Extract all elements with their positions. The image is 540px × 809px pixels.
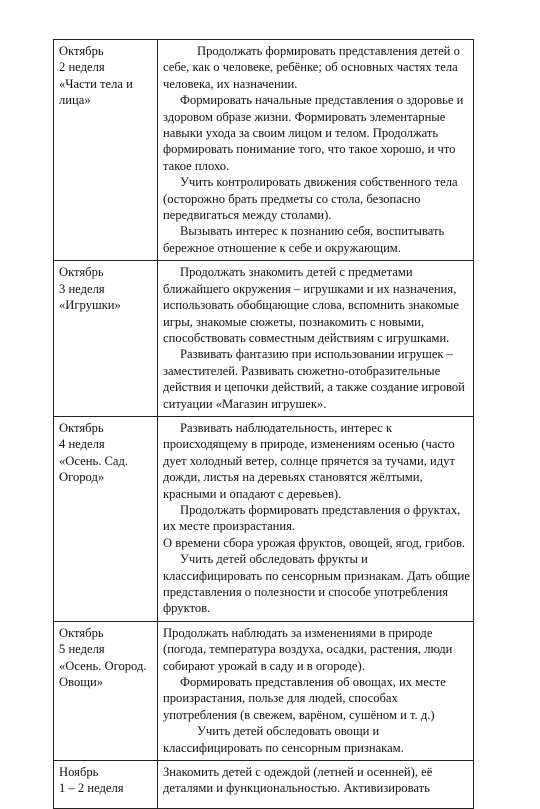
content-paragraph: Учить контролировать движения собственного тела (осторожно брать предметы со стола, безопасно передвигаться между столами). (163, 175, 458, 223)
plan-table-body (54, 40, 474, 809)
content-paragraph: Продолжать знакомить детей с предметами ближайшего окружения – игрушками и их назначения, использовать обобщающие слова, вспомнить знакомые игры, знакомые сюжеты, познакомить с новыми, способствовать совместным действиям с игрушками. (163, 265, 459, 345)
content-paragraph: Продолжать формировать представления о фруктах, их месте произрастания. (163, 502, 461, 534)
table-row (54, 40, 474, 261)
period-line: Октябрь (59, 625, 104, 640)
content-cell (158, 621, 474, 760)
period-cell (54, 40, 158, 261)
period-line: Октябрь (59, 265, 104, 280)
content-paragraph: Продолжать наблюдать за изменениями в природе (погода, температура воздуха, осадки, растения, люди собирают урожай в саду и в огороде). (163, 625, 453, 673)
content-cell (158, 261, 474, 417)
content-paragraph: Учить детей обследовать фрукты и классифицировать по сенсорным признакам. Дать общие представления о полезности и способе употребления фруктов. (163, 552, 470, 616)
period-line: «Игрушки» (59, 298, 121, 313)
content-paragraph: Продолжать формировать представления детей о себе, как о человеке, ребёнке; об основных частях тела человека, их назначении. (163, 44, 460, 91)
period-line: Октябрь (59, 44, 104, 58)
period-line: 4 неделя (59, 437, 105, 452)
table-row (54, 621, 474, 760)
period-line: Октябрь (59, 420, 104, 435)
period-cell (54, 261, 158, 417)
period-line: лица» (59, 93, 91, 108)
content-paragraph: Учить детей обследовать овощи и классифицировать по сенсорным признакам. (163, 724, 404, 755)
content-paragraph: Вызывать интерес к познанию себя, воспитывать бережное отношение к себе и окружающим. (163, 224, 445, 255)
thematic-plan-table (53, 39, 474, 809)
table-row (54, 261, 474, 417)
content-cell (158, 761, 474, 809)
period-cell (54, 621, 158, 760)
period-cell (54, 416, 158, 621)
content-paragraph: Знакомить детей с одеждой (летней и осенней), её деталями и функциональностью. Активизировать (163, 765, 433, 796)
period-line: «Осень. Огород. (59, 658, 147, 673)
period-line: Ноябрь (59, 765, 99, 780)
content-paragraph: Формировать начальные представления о здоровье и здоровом образе жизни. Формировать элементарные навыки ухода за своим лицом и телом. Продолжать формировать понимание того, что такое хорошо, и что такое плохо. (163, 93, 464, 173)
content-paragraph: Формировать представления об овощах, их месте произрастания, пользе для людей, способах употребления (в свежем, варёном, сушёном и т. д.) (163, 675, 446, 722)
period-line: «Осень. Сад. (59, 453, 129, 468)
period-line: 3 неделя (59, 281, 105, 296)
content-paragraph: Развивать наблюдательность, интерес к происходящему в природе, изменениям осенью (часто дует холодный ветер, солнце прячется за тучами, идут дожди, листья на деревьях становятся жёлтыми, красными и опадают с деревьев). (163, 420, 455, 501)
period-line: Овощи» (59, 675, 103, 690)
table-row (54, 761, 474, 809)
content-cell (158, 40, 474, 261)
period-line: Огород» (59, 470, 105, 485)
content-paragraph: Развивать фантазию при использовании игрушек – заместителей. Развивать сюжетно-отобразительные действия и цепочки действий, а также создание игровой ситуации «Магазин игрушек». (163, 347, 465, 411)
period-line: 1 – 2 неделя (59, 781, 124, 796)
period-line: 2 неделя (59, 60, 105, 75)
period-line: «Части тела и (59, 76, 133, 91)
table-row (54, 416, 474, 621)
period-cell (54, 761, 158, 809)
content-cell (158, 416, 474, 621)
period-line: 5 неделя (59, 642, 105, 657)
content-paragraph: О времени сбора урожая фруктов, овощей, ягод, грибов. (163, 535, 466, 550)
